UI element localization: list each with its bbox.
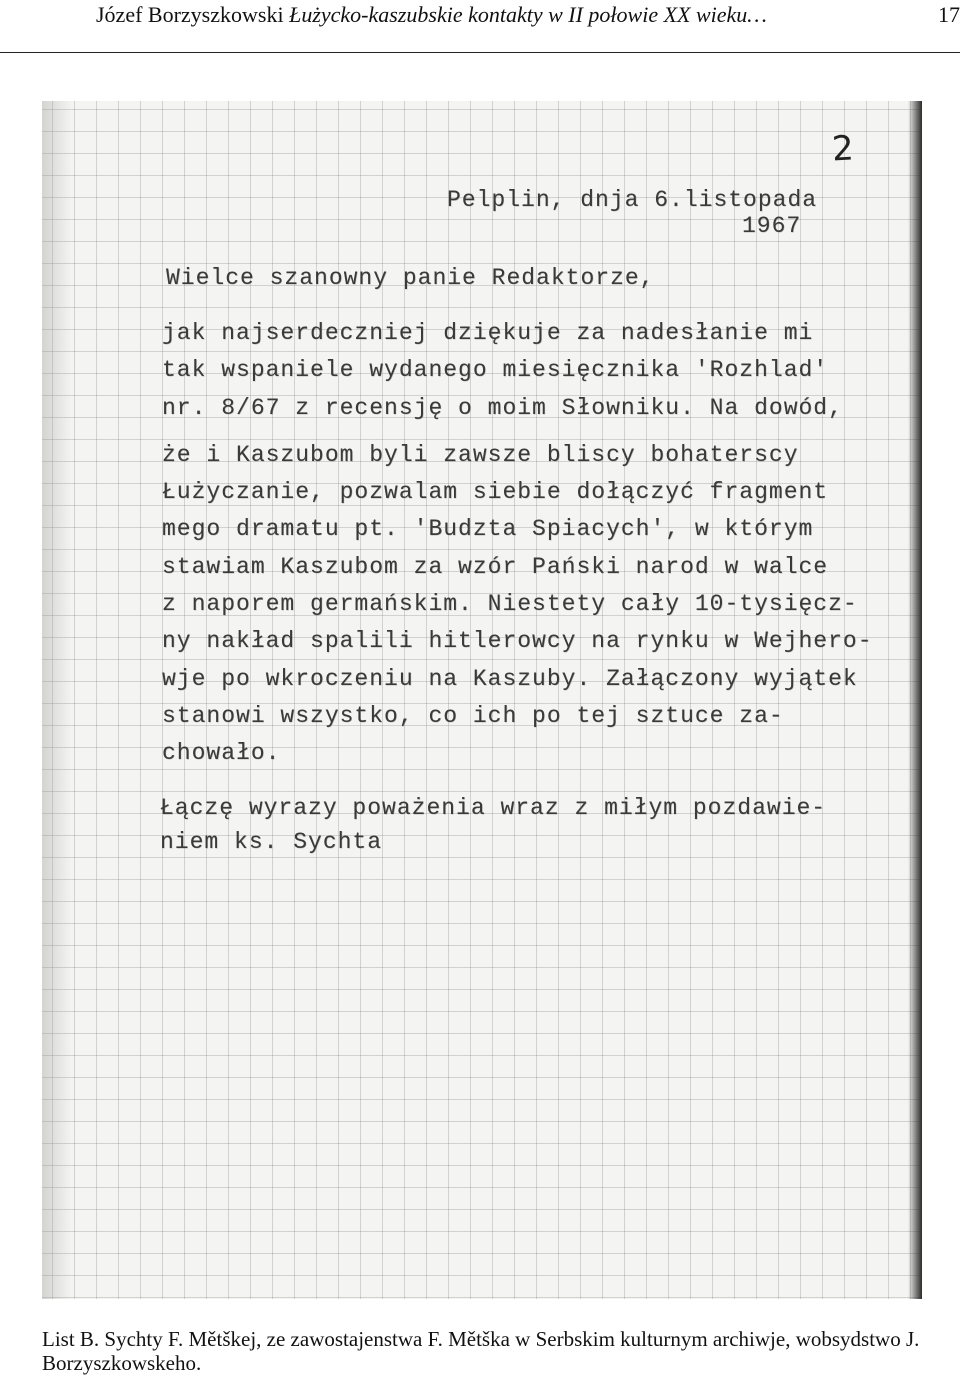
scanned-letter-image — [42, 101, 922, 1299]
letter-salutation: Wielce szanowny panie Redaktorze, — [166, 265, 655, 291]
running-header — [0, 0, 960, 48]
letter-body-line: Łużyczanie, pozwalam siebie dołączyć fragment — [162, 479, 829, 506]
letter-body-line: stanowi wszystko, co ich po tej sztuce za- — [162, 702, 784, 729]
letter-body-line: wje po wkroczeniu na Kaszuby. Załączony wyjątek — [162, 665, 858, 692]
letter-page-number: 2 — [830, 128, 855, 170]
letter-body-line: jak najserdeczniej dziękuje za nadesłanie mi — [162, 320, 814, 346]
letter-closing-line: niem ks. Sychta — [160, 829, 383, 855]
letter-body-line: stawiam Kaszubom za wzór Pański narod w walce — [162, 553, 829, 580]
paragraph-gap — [162, 427, 873, 437]
running-header-title — [96, 2, 767, 28]
page-number: 17 — [938, 2, 960, 27]
letter-body-line: z naporem germańskim. Niestety cały 10-tysięcz- — [162, 591, 858, 618]
header-divider — [0, 52, 960, 53]
letter-body-line: tak wspaniele wydanego miesięcznika 'Rozhlad' — [162, 357, 829, 384]
figure-caption: List B. Sychty F. Mětškej, ze zawostajenstwa F. Mětška w Serbskim kulturnym archiwje, wobsydstwo J. Borzyszkowskeho. — [42, 1327, 920, 1375]
letter-place-date: Pelplin, dnja 6.listopada — [447, 187, 818, 213]
letter-body-line: ny nakład spalili hitlerowcy na rynku w Wejhero- — [162, 628, 873, 655]
letter-body-line: nr. 8/67 z recensję o moim Słowniku. Na dowód, — [162, 394, 843, 421]
letter-body-line: że i Kaszubom byli zawsze bliscy bohaterscy — [162, 441, 799, 468]
letter-closing-line: Łączę wyrazy poważenia wraz z miłym pozdawie- — [160, 795, 827, 821]
header-author: Józef Borzyszkowski — [96, 2, 284, 27]
letter-body-line: mego dramatu pt. 'Budzta Spiacych', w którym — [162, 516, 814, 543]
header-work-title: Łużycko-kaszubskie kontakty w II połowie XX wieku… — [289, 2, 767, 27]
letter-year: 1967 — [742, 213, 802, 239]
letter-body-line: chowało. — [162, 740, 281, 767]
letter-closing — [160, 791, 826, 859]
letter-body — [162, 315, 873, 773]
